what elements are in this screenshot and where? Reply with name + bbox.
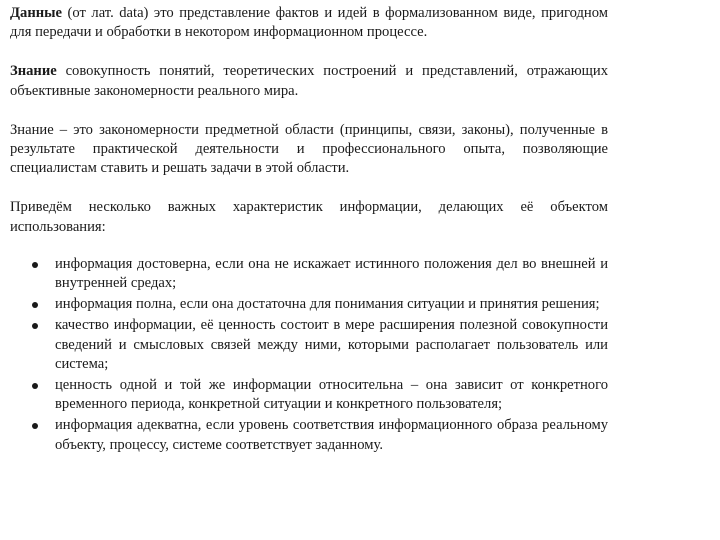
bullet-icon	[32, 262, 38, 268]
list-item	[10, 316, 608, 374]
bullet-icon	[32, 302, 38, 308]
data-definition-paragraph	[10, 4, 608, 42]
data-definition-text: (от лат. data) это представление фактов и идей в формализованном виде, пригодном для передачи и обработки в некотором информационном процессе.	[10, 5, 608, 41]
bullet-icon	[32, 383, 38, 389]
characteristics-list	[10, 255, 608, 455]
bullet-icon	[32, 423, 38, 429]
list-item-text: качество информации, её ценность состоит в мере расширения полезной совокупности сведений и смысловых связей между ними, которыми располагает пользователь или система;	[55, 317, 608, 372]
list-item	[10, 416, 608, 454]
list-item-text: информация достоверна, если она не искажает истинного положения дел во внешней и внутренней средах;	[55, 255, 608, 292]
list-item-text: информация полна, если она достаточна для понимания ситуации и принятия решения;	[55, 296, 600, 313]
knowledge-term: Знание	[10, 63, 57, 80]
list-item-text: ценность одной и той же информации относительна – она зависит от конкретного временного периода, конкретной ситуации и конкретного пользователя;	[55, 377, 608, 413]
data-term: Данные	[10, 5, 63, 21]
list-item	[10, 376, 608, 414]
list-item	[10, 255, 608, 293]
bullet-icon	[32, 323, 38, 329]
knowledge-definition-text: совокупность понятий, теоретических построений и представлений, отражающих объективные закономерности реального мира.	[10, 63, 608, 99]
intro-paragraph: Приведём несколько важных характеристик информации, делающих её объектом использования:	[10, 199, 608, 235]
list-item-text: информация адекватна, если уровень соответствия информационного образа реальному объекту, процессу, системе соответствует заданному.	[55, 417, 608, 453]
knowledge-description-paragraph: Знание – это закономерности предметной области (принципы, связи, законы), полученные в результате практической деятельности и профессионального опыта, позволяющие специалистам ставить и решать задачи в этой области.	[10, 121, 608, 177]
knowledge-definition-paragraph	[10, 62, 608, 100]
list-item	[10, 295, 608, 314]
